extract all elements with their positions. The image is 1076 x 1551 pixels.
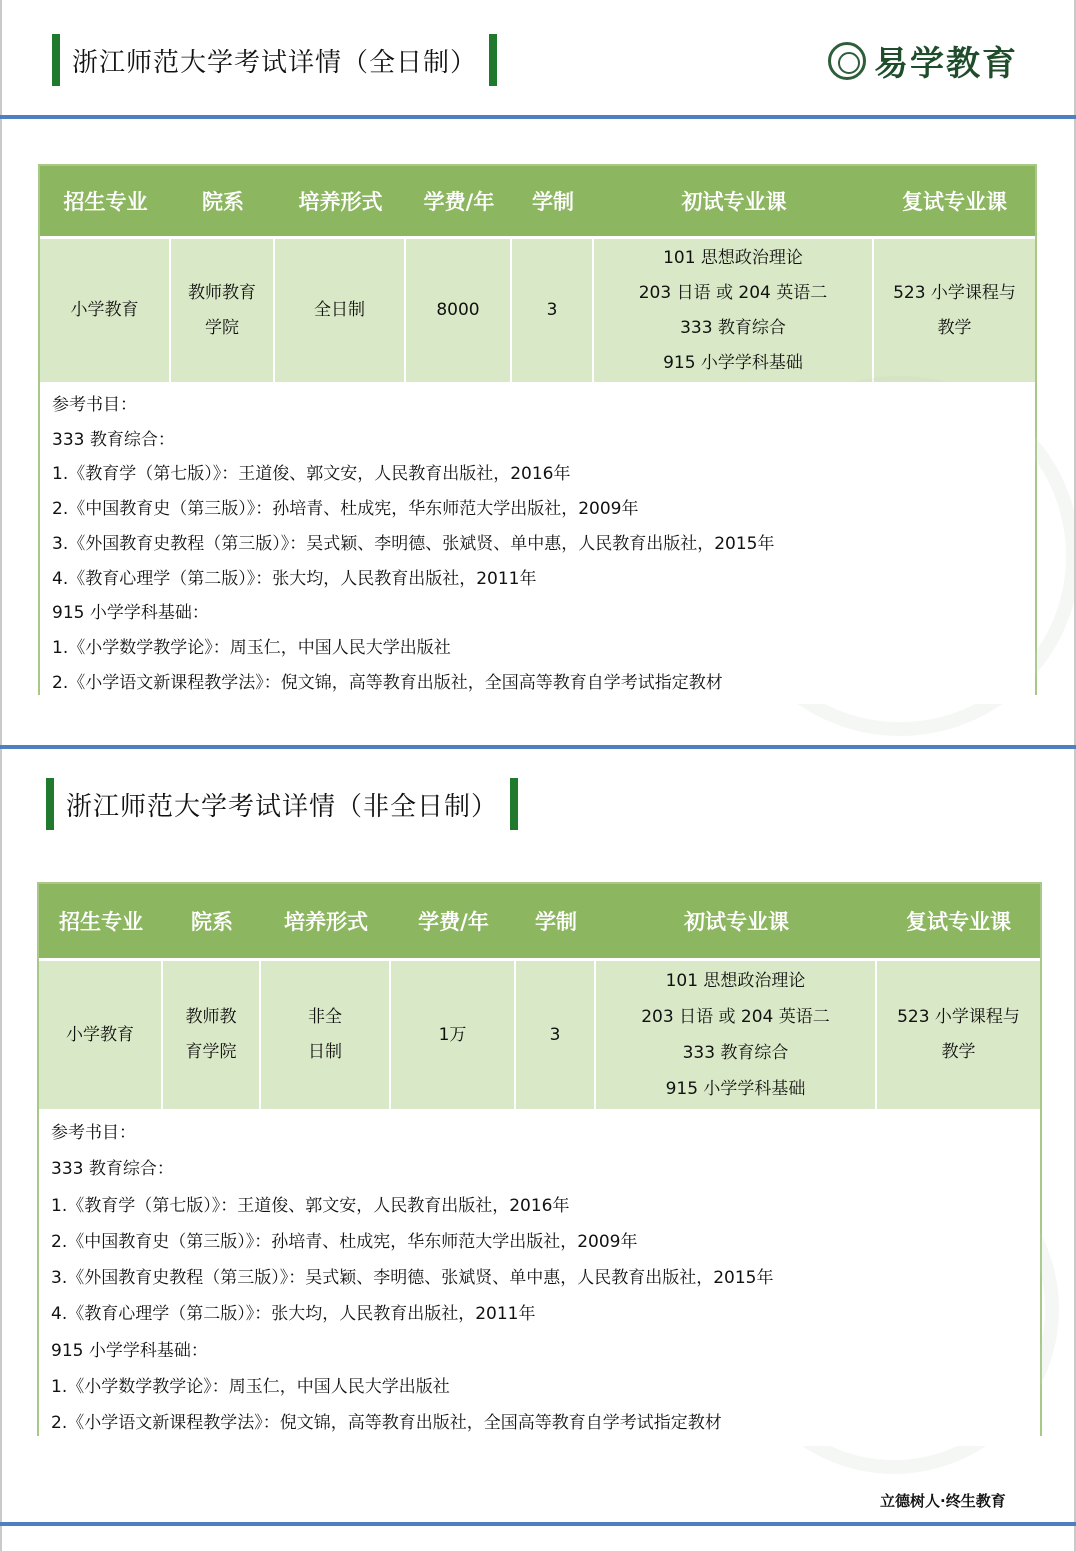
course-line: 101 思想政治理论 <box>663 247 803 268</box>
cell-line: 全日制 <box>314 300 365 320</box>
header-department: 院系 <box>202 190 244 214</box>
reference-item: 3.《外国教育史教程（第三版）》：吴式颖、李明德、张斌贤、单中惠，人民教育出版社，2015年 <box>51 1268 774 1289</box>
brand-logo <box>828 36 1018 85</box>
header-duration: 学制 <box>535 910 577 934</box>
cell-form <box>261 961 391 1109</box>
cell-fee: 8000 <box>406 239 512 382</box>
title-bar-right <box>489 34 497 86</box>
cell-line: 教学 <box>937 317 972 338</box>
header-fee: 学费/年 <box>418 910 489 934</box>
cell-line: 日制 <box>308 1042 342 1062</box>
header-major: 招生专业 <box>63 190 148 214</box>
section-title-parttime <box>46 778 518 830</box>
header-initial-courses: 初试专业课 <box>681 190 787 214</box>
cell-retest-courses <box>877 961 1040 1109</box>
table-header <box>40 166 1035 236</box>
cell-fee: 1万 <box>391 961 516 1109</box>
reference-item: 3.《外国教育史教程（第三版）》：吴式颖、李明德、张斌贤、单中惠，人民教育出版社，2015年 <box>52 533 775 554</box>
cell-line: 学院 <box>205 317 239 338</box>
cell-initial-courses <box>594 239 874 382</box>
reference-item: 2.《小学语文新课程教学法》：倪文锦，高等教育出版社，全国高等教育自学考试指定教材 <box>52 672 723 693</box>
reference-subheading: 333 教育综合： <box>51 1159 174 1180</box>
footer-slogan: 立德树人·终生教育 <box>880 1492 1006 1510</box>
reference-item: 1.《教育学（第七版）》：王道俊、郭文安，人民教育出版社，2016年 <box>51 1195 570 1216</box>
section-title-fulltime <box>52 34 497 86</box>
course-line: 203 日语 或 204 英语二 <box>638 282 828 303</box>
cell-department <box>163 961 261 1109</box>
course-line: 101 思想政治理论 <box>665 971 806 991</box>
table-row <box>39 958 1040 1109</box>
header-department: 院系 <box>191 910 233 934</box>
cell-major: 小学教育 <box>40 239 171 382</box>
title-bar-right <box>510 778 518 830</box>
page-frame-left <box>0 0 2 1551</box>
reference-list <box>39 1109 1040 1446</box>
reference-item: 2.《中国教育史（第三版）》：孙培青、杜成宪，华东师范大学出版社，2009年 <box>52 499 639 520</box>
title-bar-left <box>52 34 60 86</box>
cell-line: 教学 <box>941 1042 976 1062</box>
reference-item: 1.《小学数学教学论》：周玉仁，中国人民大学出版社 <box>52 637 451 658</box>
header-initial-courses: 初试专业课 <box>684 910 789 934</box>
cell-line: 育学院 <box>185 1042 237 1062</box>
reference-item: 2.《小学语文新课程教学法》：倪文锦，高等教育出版社，全国高等教育自学考试指定教材 <box>51 1413 722 1434</box>
cell-line: 教师教 <box>185 1007 237 1027</box>
header-duration: 学制 <box>532 190 574 214</box>
section-title-text: 浙江师范大学考试详情（全日制） <box>72 47 478 78</box>
course-line: 915 小学学科基础 <box>663 352 803 373</box>
reference-subheading: 333 教育综合： <box>52 429 175 450</box>
course-line: 915 小学学科基础 <box>665 1079 806 1099</box>
reference-item: 2.《中国教育史（第三版）》：孙培青、杜成宪，华东师范大学出版社，2009年 <box>51 1231 638 1252</box>
table-row <box>40 236 1035 382</box>
reference-subheading: 915 小学学科基础： <box>52 603 209 624</box>
title-bar-left <box>46 778 54 830</box>
table-header <box>39 884 1040 958</box>
cell-duration: 3 <box>512 239 594 382</box>
header-retest-courses: 复试专业课 <box>902 190 1007 214</box>
reference-item: 1.《教育学（第七版）》：王道俊、郭文安，人民教育出版社，2016年 <box>52 464 571 485</box>
reference-item: 1.《小学数学教学论》：周玉仁，中国人民大学出版社 <box>51 1377 450 1398</box>
cell-line: 非全 <box>308 1007 342 1027</box>
divider-rule <box>0 115 1076 119</box>
logo-emblem-icon <box>828 42 866 80</box>
divider-rule <box>0 745 1076 749</box>
divider-rule <box>0 1522 1076 1526</box>
exam-table-fulltime <box>38 164 1037 695</box>
header-retest-courses: 复试专业课 <box>906 910 1011 934</box>
cell-line: 523 小学课程与 <box>897 1007 1020 1027</box>
course-line: 203 日语 或 204 英语二 <box>641 1007 830 1027</box>
cell-initial-courses <box>596 961 877 1109</box>
header-major: 招生专业 <box>59 910 143 934</box>
reference-heading: 参考书目： <box>51 1123 136 1143</box>
course-line: 333 教育综合 <box>680 317 786 338</box>
section-title-text: 浙江师范大学考试详情（非全日制） <box>66 791 499 822</box>
reference-subheading: 915 小学学科基础： <box>51 1340 208 1361</box>
reference-list <box>40 382 1035 704</box>
cell-retest-courses <box>874 239 1035 382</box>
cell-line: 教师教育 <box>188 282 256 303</box>
cell-form <box>275 239 406 382</box>
cell-line: 523 小学课程与 <box>893 282 1016 303</box>
header-form: 培养形式 <box>284 910 368 934</box>
cell-duration: 3 <box>516 961 596 1109</box>
exam-table-parttime <box>37 882 1042 1436</box>
header-fee: 学费/年 <box>423 190 495 214</box>
cell-major: 小学教育 <box>39 961 163 1109</box>
reference-item: 4.《教育心理学（第二版）》：张大均，人民教育出版社，2011年 <box>52 568 537 589</box>
header-form: 培养形式 <box>298 190 383 214</box>
reference-heading: 参考书目： <box>52 395 137 415</box>
reference-item: 4.《教育心理学（第二版）》：张大均，人民教育出版社，2011年 <box>51 1304 536 1325</box>
cell-department <box>171 239 275 382</box>
logo-text: 易学教育 <box>874 44 1018 84</box>
course-line: 333 教育综合 <box>682 1043 789 1063</box>
